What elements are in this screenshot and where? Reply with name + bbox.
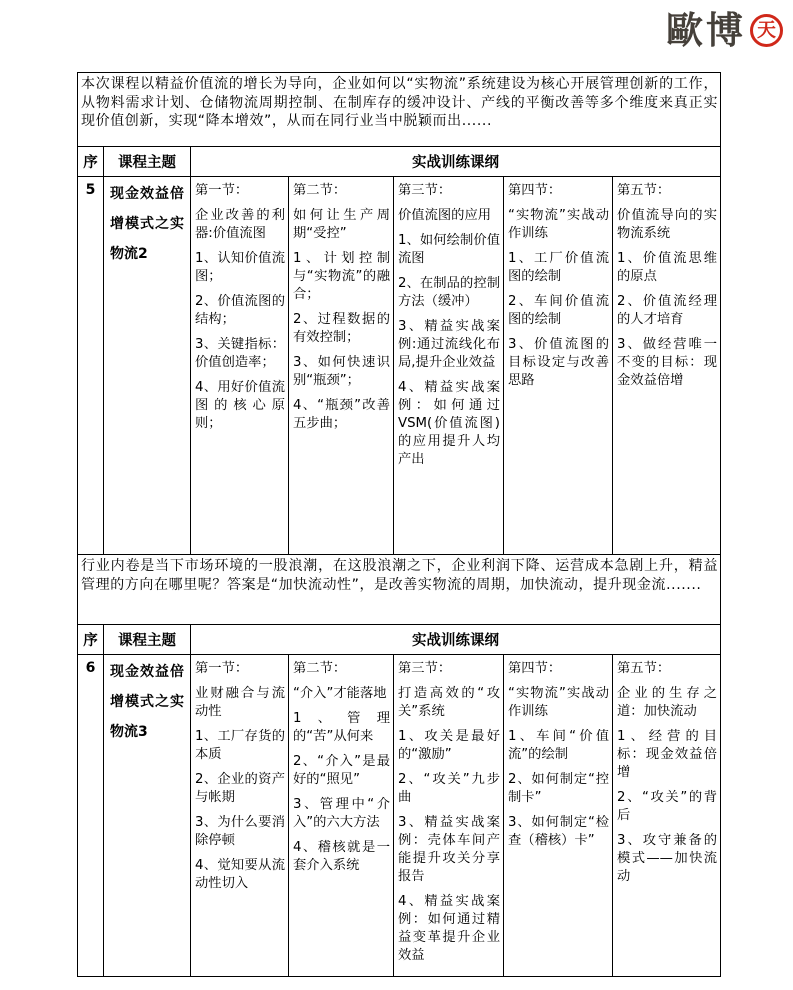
section-title: 第五节： (617, 661, 671, 676)
outline-item: 3、关键指标：价值创造率； (195, 337, 285, 370)
section-subtitle: “实物流”实战动作训练 (508, 208, 609, 241)
outline-item: 1、计划控制与“实物流”的融合； (293, 251, 390, 302)
outline-item: 3、精益实战案例：壳体车间产能提升攻关分享报告 (398, 815, 500, 884)
section-subtitle: “介入”才能落地 (293, 686, 387, 701)
course-outline-document (77, 72, 721, 977)
outline-item: 4、用好价值流图的核心原则； (195, 380, 285, 431)
section-subtitle: 企业改善的利器:价值流图 (195, 208, 285, 241)
topic-header: 课程主题 (104, 625, 191, 655)
outline-item: 1、经营的目标：现金效益倍增 (617, 729, 718, 780)
section-col-3 (394, 177, 504, 555)
outline-item: 4、精益实战案例：如何通过VSM(价值流图)的应用提升人均产出 (398, 380, 500, 467)
section-col-2 (289, 655, 394, 977)
outline-item: 3、价值流图的目标设定与改善思路 (508, 337, 609, 388)
section-subtitle: “实物流”实战动作训练 (508, 686, 609, 719)
outline-item: 1、认知价值流图； (195, 251, 285, 284)
outline-item: 3、如何快速识别“瓶颈”； (293, 355, 390, 388)
section-title: 第三节： (398, 661, 452, 676)
section-col-4 (504, 655, 613, 977)
outline-item: 4、“瓶颈”改善五步曲； (293, 398, 390, 431)
outline-item: 4、精益实战案例：如何通过精益变革提升企业效益 (398, 894, 500, 963)
outline-item: 3、攻守兼备的模式——加快流动 (617, 833, 718, 884)
outline-item: 4、稽核就是一套介入系统 (293, 840, 390, 873)
outline-item: 1、价值流思维的原点 (617, 251, 718, 284)
course-table (77, 72, 721, 977)
header-row-2 (78, 625, 721, 655)
outline-item: 1、工厂价值流图的绘制 (508, 251, 609, 284)
outline-item: 2、“攻关”九步曲 (398, 772, 500, 805)
section-title: 第一节： (195, 661, 249, 676)
header-row-1 (78, 147, 721, 177)
outline-item: 4、觉知要从流动性切入 (195, 858, 285, 891)
section-col-5 (613, 655, 721, 977)
section-subtitle: 价值流导向的实物流系统 (617, 208, 718, 241)
outline-item: 2、车间价值流图的绘制 (508, 294, 609, 327)
section-title: 第三节： (398, 183, 452, 198)
logo-seal-icon: 天 (750, 14, 783, 47)
outline-item: 3、为什么要消除停顿 (195, 815, 285, 848)
section-subtitle: 业财融合与流动性 (195, 686, 285, 719)
section-title: 第二节： (293, 183, 347, 198)
section-title: 第一节： (195, 183, 249, 198)
section-title: 第五节： (617, 183, 671, 198)
section-subtitle: 打造高效的“攻关”系统 (398, 686, 500, 719)
course-row-5 (78, 177, 721, 555)
section-col-1 (191, 177, 289, 555)
outline-item: 3、做经营唯一不变的目标：现金效益倍增 (617, 337, 718, 388)
seq-header: 序 (78, 147, 104, 177)
outline-header: 实战训练课纲 (191, 625, 721, 655)
course-row-6 (78, 655, 721, 977)
outline-item: 2、“介入”是最好的“照见” (293, 754, 390, 787)
logo-text: 歐博 (666, 9, 746, 52)
section-col-4 (504, 177, 613, 555)
topic-header: 课程主题 (104, 147, 191, 177)
seq-header: 序 (78, 625, 104, 655)
section-title: 第四节： (508, 183, 562, 198)
outline-item: 2、“攻关”的背后 (617, 790, 718, 823)
course-topic: 现金效益倍增模式之实物流2 (104, 177, 191, 555)
section-title: 第四节： (508, 661, 562, 676)
outline-item: 3、精益实战案例:通过流线化布局,提升企业效益 (398, 319, 500, 370)
outline-item: 1、车间“价值流”的绘制 (508, 729, 609, 762)
outline-item: 1、工厂存货的本质 (195, 729, 285, 762)
outline-item: 2、价值流图的结构； (195, 294, 285, 327)
section-col-2 (289, 177, 394, 555)
course-seq: 5 (78, 177, 104, 555)
intro-paragraph-2: 行业内卷是当下市场环境的一股浪潮，在这股浪潮之下，企业利润下降、运营成本急剧上升，精益管理的方向在哪里呢？答案是“加快流动性”，是改善实物流的周期，加快流动，提升现金流....... (78, 555, 721, 625)
section-subtitle: 如何让生产周期“受控” (293, 208, 390, 241)
outline-item: 3、如何制定“检查（稽核）卡” (508, 815, 609, 848)
outline-item: 1、攻关是最好的“激励” (398, 729, 500, 762)
outline-item: 2、在制品的控制方法（缓冲） (398, 276, 500, 309)
section-col-3 (394, 655, 504, 977)
section-subtitle: 企业的生存之道：加快流动 (617, 686, 718, 719)
outline-header: 实战训练课纲 (191, 147, 721, 177)
outline-item: 1、如何绘制价值流图 (398, 233, 500, 266)
section-col-5 (613, 177, 721, 555)
outline-item: 2、企业的资产与帐期 (195, 772, 285, 805)
outline-item: 2、价值流经理的人才培育 (617, 294, 718, 327)
outline-item: 2、如何制定“控制卡” (508, 772, 609, 805)
section-title: 第二节： (293, 661, 347, 676)
company-logo (666, 9, 783, 52)
outline-item: 2、过程数据的有效控制； (293, 312, 390, 345)
section-subtitle: 价值流图的应用 (398, 208, 492, 223)
intro-row-2 (78, 555, 721, 625)
section-col-1 (191, 655, 289, 977)
intro-paragraph-1: 本次课程以精益价值流的增长为导向，企业如何以“实物流”系统建设为核心开展管理创新的工作，从物料需求计划、仓储物流周期控制、在制库存的缓冲设计、产线的平衡改善等多个维度来真正实现价值创新，实现“降本增效”，从而在同行业当中脱颖而出...... (78, 73, 721, 147)
course-seq: 6 (78, 655, 104, 977)
intro-row-1 (78, 73, 721, 147)
course-topic: 现金效益倍增模式之实物流3 (104, 655, 191, 977)
outline-item: 3、管理中“介入”的六大方法 (293, 797, 390, 830)
outline-item: 1、管理的“苦”从何来 (293, 711, 390, 744)
